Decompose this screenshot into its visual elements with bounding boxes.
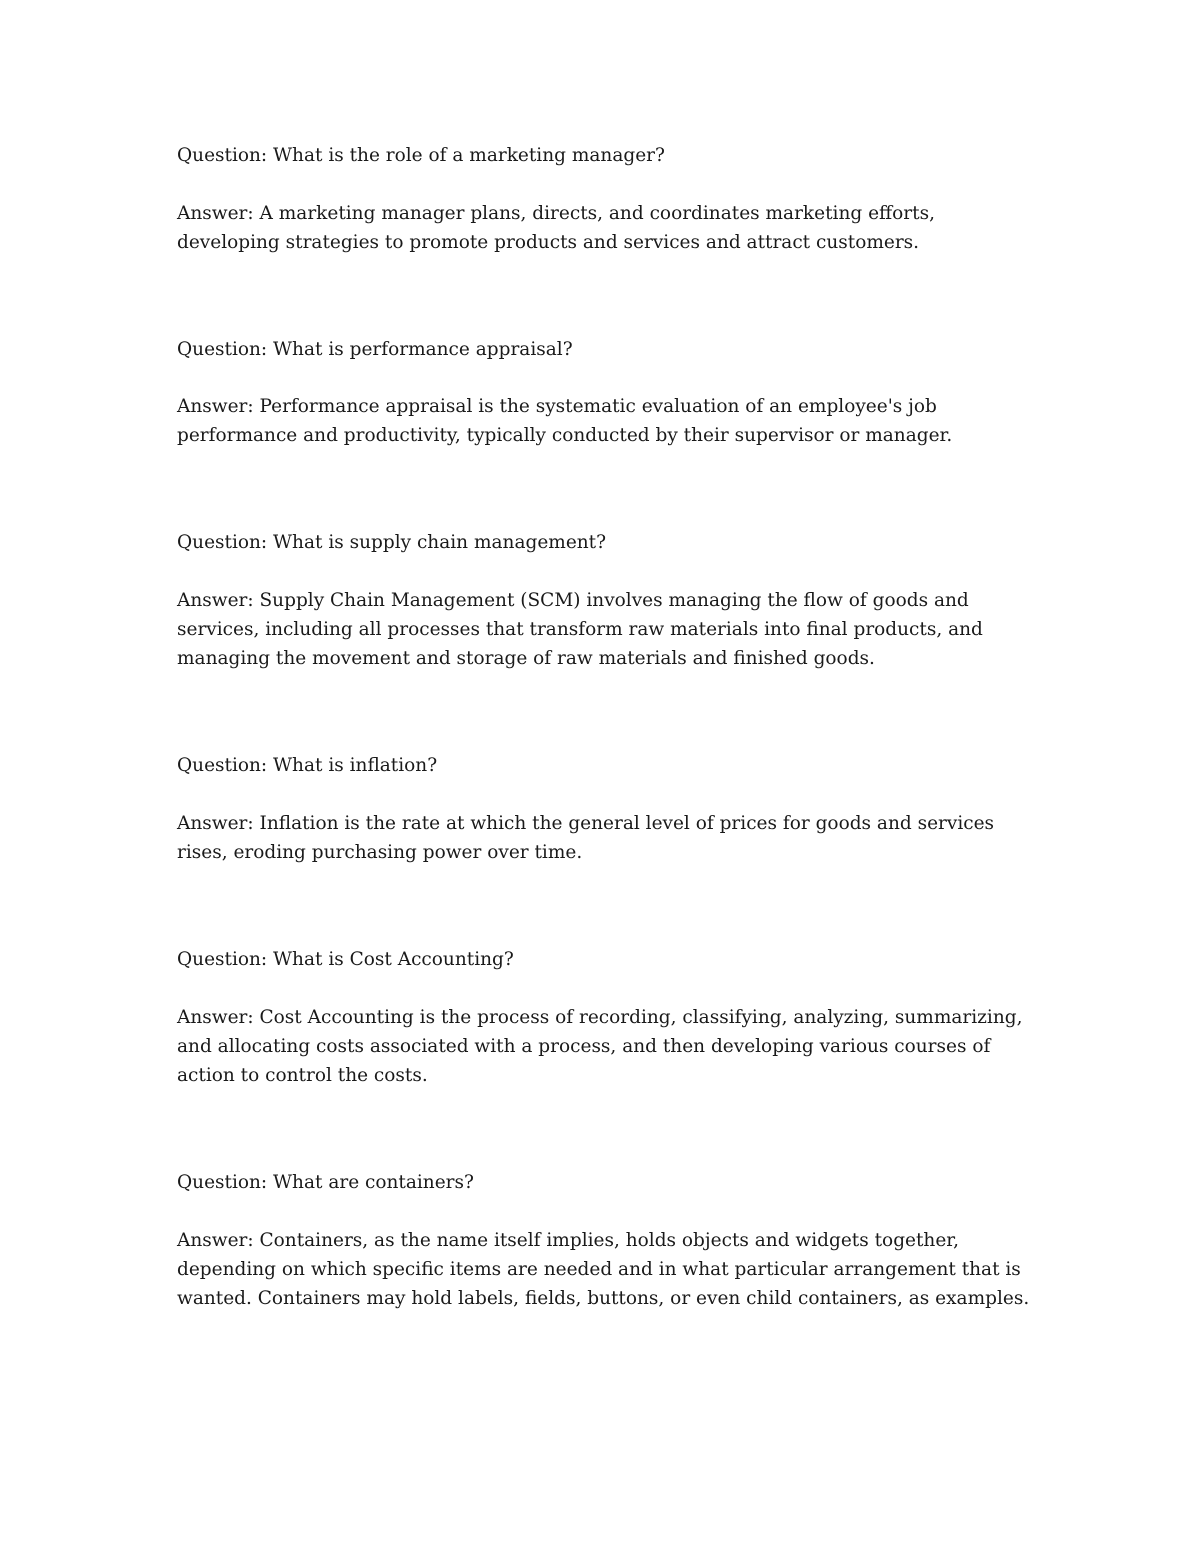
answer-text: Answer: Cost Accounting is the process of recording, classifying, analyzing, summarizing, and allocating costs associated with a process, and then developing various courses of action to control the costs. bbox=[177, 1007, 1023, 1086]
question-text: Question: What is Cost Accounting? bbox=[177, 949, 514, 970]
question-text: Question: What is the role of a marketing manager? bbox=[177, 145, 665, 166]
answer-text: Answer: Supply Chain Management (SCM) involves managing the flow of goods and services, including all processes that transform raw materials into final products, and managing the movement and storage of raw materials and finished goods. bbox=[177, 590, 983, 669]
answer-text: Answer: Containers, as the name itself implies, holds objects and widgets together, depending on which specific items are needed and in what particular arrangement that is wanted. Containers may hold labels, fields, buttons, or even child containers, as examples. bbox=[177, 1230, 1030, 1309]
question-text: Question: What are containers? bbox=[177, 1172, 474, 1193]
question-text: Question: What is performance appraisal? bbox=[177, 339, 573, 360]
question-text: Question: What is supply chain management? bbox=[177, 532, 607, 553]
answer-text: Answer: A marketing manager plans, directs, and coordinates marketing efforts, developing strategies to promote products and services and attract customers. bbox=[177, 203, 935, 253]
answer-text: Answer: Inflation is the rate at which the general level of prices for goods and services rises, eroding purchasing power over time. bbox=[177, 813, 995, 863]
answer-text: Answer: Performance appraisal is the systematic evaluation of an employee's job performance and productivity, typically conducted by their supervisor or manager. bbox=[177, 396, 953, 446]
question-text: Question: What is inflation? bbox=[177, 755, 438, 776]
